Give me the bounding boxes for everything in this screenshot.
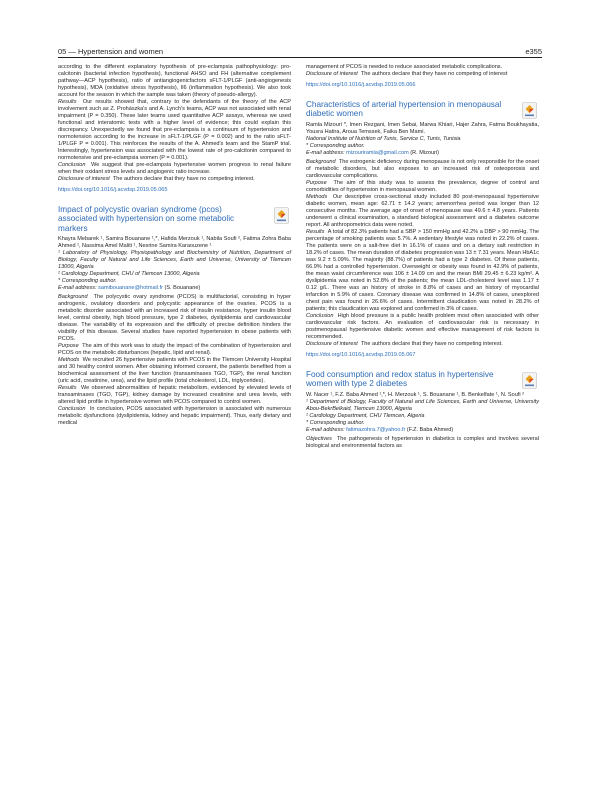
conclusion-text: High blood pressure is a public health problem most often associated with other cardiovascular risk factors. An evaluation of cardiovascular risk is necessary in postmenopausal hypertensive diabetic women and effective management of risk factors is recommended. bbox=[306, 312, 539, 340]
background-label: Background bbox=[58, 294, 88, 301]
background-paragraph bbox=[58, 294, 291, 343]
left-column bbox=[58, 64, 291, 427]
results-paragraph bbox=[58, 99, 291, 162]
doi-link[interactable]: https://doi.org/10.1016/j.acvdsp.2019.05.066 bbox=[306, 82, 416, 88]
continued-paragraph: management of PCOS is needed to reduce associated metabolic complications. bbox=[306, 64, 503, 70]
methods-label: Methods bbox=[306, 193, 328, 200]
conclusion-label: Conclusion bbox=[58, 162, 86, 168]
article-title: Impact of polycystic ovarian syndrome (pcos) associated with hypertension on some metabolic markers bbox=[58, 205, 235, 233]
results-text: We observed abnormalities of hepatic metabolism, evidenced by elevated levels of transaminases (TGO, TGP), kidney damage by increased creatinine and urea levels, with altered lipid profile in hypertensive women with PCOS compared to control women. bbox=[58, 385, 291, 406]
results-paragraph bbox=[58, 385, 291, 406]
disclosure-paragraph bbox=[306, 341, 539, 348]
purpose-text: The aim of this work was to study the impact of the combination of hypertension and PCOS on the metabolic disturbances (hepatic, lipid and renal). bbox=[58, 343, 291, 357]
purpose-paragraph bbox=[306, 180, 539, 194]
email-owner: (R. Mizouri) bbox=[410, 149, 439, 156]
disclosure-text: The authors declare that they have no competing interest. bbox=[112, 176, 255, 182]
objectives-label: Objectives bbox=[306, 435, 332, 442]
disclosure-label: Disclosure of interest bbox=[306, 340, 358, 347]
section-title: 05 — Hypertension and women bbox=[58, 47, 164, 56]
doi-link[interactable]: https://doi.org/10.1016/j.acvdsp.2019.05.067 bbox=[306, 351, 416, 358]
disclosure-label: Disclosure of interest bbox=[58, 176, 110, 182]
purpose-label: Purpose bbox=[306, 179, 327, 186]
header-rule bbox=[58, 57, 542, 58]
results-label: Results bbox=[58, 99, 77, 105]
article-header bbox=[306, 100, 539, 119]
email-owner: (F.Z. Baba Ahmed) bbox=[406, 426, 454, 433]
email-owner: (S. Bouanane) bbox=[164, 285, 201, 292]
article-header bbox=[306, 370, 539, 389]
email-line bbox=[58, 285, 291, 292]
doi-link[interactable]: https://doi.org/10.1016/j.acvdsp.2019.05.065 bbox=[58, 187, 168, 193]
methods-label: Methods bbox=[58, 357, 80, 364]
methods-paragraph bbox=[306, 194, 539, 229]
disclosure-text: The authors declare that they have no competing interest. bbox=[360, 340, 503, 347]
email-label: E-mail address: bbox=[58, 285, 97, 292]
crossmark-icon[interactable] bbox=[274, 207, 289, 224]
affiliation: ² Cardiology Department, CHU Tlemcen, Algeria bbox=[306, 412, 425, 419]
methods-text: Our descriptive cross-sectional study included 80 post-menopausal hypertensive diabetic women, mean age: 62.71 ± 14.2 years; amenorrhea period was longer than 12 consecutive months. The average age of onset of menopause was 49.6 ± 4.8 years. Patients underwent a clinical examination, a standard biological assessment and a diabetes outcome report. All anthropometrics data were noted. bbox=[306, 193, 539, 228]
email-link[interactable]: mizouriramla@gmail.com bbox=[346, 149, 409, 156]
results-label: Results bbox=[306, 228, 325, 235]
corresponding-note: * Corresponding author. bbox=[306, 142, 365, 149]
background-text: The polycystic ovary syndrome (PCOS) is multifactorial, consisting in hyper androgenic, ovulatory disorders and polycystic appearance of the ovaries. PCOS is a metabolic disorder associated with an increased risk of insulin resistance, hyper insulin blood level, central obesity, high blood pressure, type 2 diabetes, dyslipidemia and cardiovascular disease. The variability of its expression and the difficulty of precise definition hinders the visibility of this disease. Several studies have reported hypertension in obese patients with PCOS. bbox=[58, 294, 291, 343]
disclosure-label: Disclosure of interest bbox=[306, 71, 358, 77]
right-column bbox=[306, 64, 539, 450]
crossmark-icon[interactable] bbox=[522, 102, 537, 119]
article-title: Characteristics of arterial hypertension in menopausal diabetic women bbox=[306, 100, 502, 119]
background-text: The estrogenic deficiency during menopause is not only responsible for the onset of metabolic disorders, but also exposes to an increased risk of osteoporosis and cardiovascular complications. bbox=[306, 158, 539, 179]
article-authors: Ramla Mizouri *, Imen Rezgani, Imen Sebai, Marwa Khiari, Hajer Zahra, Fatma Boukhayatia, Yousra Hatira, Aroua Temssek, Faika Ben Mami. bbox=[306, 121, 539, 135]
results-paragraph bbox=[306, 229, 539, 313]
conclusion-label: Conclusion bbox=[306, 312, 334, 319]
corresponding-note: * Corresponding author. bbox=[58, 278, 117, 285]
background-paragraph bbox=[306, 159, 539, 180]
email-label: E-mail address: bbox=[306, 426, 345, 433]
conclusion-text: We suggest that pre-eclampsia hypertensive women progress to renal failure when their oxidant stress levels and angiogenic ratio increase. bbox=[58, 162, 291, 175]
results-text: Our results showed that, contrary to the defendants of the theory of the ACP involvement such as Z. Prohászka's and A. Lynch's teams, ACP was not associated with renal impairment (P = 0.350). These later teams used quantitative ACP assays, whereas we used functional and interatomic tests with a higher level of evidence; this could explain this discrepancy. Unexpectedly we found that pre-eclampsia is a continuum of hypertension and normotension according to the increase in sFLT-1/PLGF (P = 0.002) and to the ratio sFLT-1/PLGF P = 0.001). This reinforces the results of the A. Ahmed's team and the StamP trial. Interestingly, hypertension was associated with the lowest rate of pro-calcitonin compared to normotensive and pre-eclampsia women (P = 0.001). bbox=[58, 99, 291, 161]
email-line bbox=[306, 427, 539, 434]
results-text: A total of 82.3% patients had a SBP > 150 mmHg and 42.2% a DBP > 90 mmHg. The percentage of smoking patients was 5.7%. A sedentary lifestyle was noted in 22.2% of cases. The patients were on a salt-free diet in 16.1% of cases and on a dietary salt restriction in 18.2% of cases. The mean duration of diabetes progression was 13 ± 7.31 years. Mean HbA1c was 9.2 ± 5.09%. The majority (88.7%) of patients had a type 2 diabetes. Of these patients, 66.9% had a controlled hypertension. Overweight or obesity was found in 42.9% of patients, the mean waist circumference was 106 ± 14.09 cm and the mean BMI 29.45 ± 6.23 kg/m². A dyslipidemia was noted in 52.8% of the patients; the mean LDL-cholesterol level was 1.17 ± 0.12 g/L. There was an history of stroke in 8.8% of cases and an history of myocardial infarction in 5.9% of cases. Coronary disease was confirmed in 14.8% of cases, unexplored chest pain was found in 26.6% of cases. Intermittent claudication was noted in 28.2% of patients; this claudication was explored and confirmed in 3% of cases. bbox=[306, 228, 539, 312]
email-link[interactable]: fatimazohra.7@yahoo.fr bbox=[346, 426, 406, 433]
conclusion-label: Conclusion bbox=[58, 406, 86, 413]
purpose-text: The aim of this study was to assess the prevalence, degree of control and comorbidities of hypertension in menopausal women. bbox=[306, 179, 539, 193]
email-link[interactable]: samibouanane@hotmail.fr bbox=[98, 285, 163, 292]
page-number: e355 bbox=[525, 47, 542, 56]
running-header bbox=[58, 42, 542, 56]
crossmark-icon[interactable] bbox=[522, 372, 537, 389]
email-line bbox=[306, 150, 539, 157]
conclusion-paragraph bbox=[58, 406, 291, 427]
conclusion-paragraph bbox=[58, 162, 291, 176]
intro-paragraph: according to the different explanatory hypothesis of pre-eclampsia pathophysiology: pro-calcitonin (bacterial infection hypothesis), functional AHSO and FH (alternative complement pathway—ACP hypothesis), ratio of antiangiogenicfactors sFLT-1/PLGF (anti-angiogenesis hypothesis), MDA (oxidative stress hypothesis), Il6 (inflammation hypothesis). We also took account for the season in which the sample was taken (theory of pseudo-allergy). bbox=[58, 64, 291, 98]
conclusion-text: In conclusion, PCOS associated with hypertension is associated with numerous metabolic dysfunctions (dyslipidemia, kidney and hepatic impairment). Thus, early dietary and medical bbox=[58, 406, 291, 427]
corresponding-note: * Corresponding author. bbox=[306, 419, 365, 426]
conclusion-paragraph bbox=[306, 313, 539, 341]
affiliation: National Institute of Nutrition of Tunis, Service C, Tunis, Tunisia bbox=[306, 135, 461, 142]
results-label: Results bbox=[58, 385, 77, 392]
affiliation: ¹ Department of Biology, Faculty of Natural and Life Sciences, Earth and Universe, University Abou-BekrBelkaid, Tlemcen 13000, Algeria bbox=[306, 398, 539, 412]
disclosure-paragraph bbox=[306, 71, 539, 78]
methods-paragraph bbox=[58, 357, 291, 385]
objectives-paragraph bbox=[306, 436, 539, 450]
article-title: Food consumption and redox status in hypertensive women with type 2 diabetes bbox=[306, 369, 494, 389]
disclosure-text: The authors declare that they have no competing of interest bbox=[360, 71, 508, 77]
affiliation: ¹ Laboratory of Physiology, Physiopathology and Biochemistry of Nutrition, Department of Biology, Faculty of Natural and Life Sciences, Earth and Universe, University of Tlemcen 13000, Algeria bbox=[58, 250, 291, 271]
article-header bbox=[58, 205, 291, 233]
objectives-text: The pathogenesis of hypertension in diabetics is complex and involves several biological and environmental factors as bbox=[306, 435, 539, 449]
purpose-label: Purpose bbox=[58, 343, 79, 350]
methods-text: We recruited 26 hypertensive patients with PCOS in the Tlemcen University Hospital and 30 healthy control women. After obtaining informed consent, the patients benefited from a biochemical assessment of the liver function (transaminases TGO, TGP), the renal function (uric acid, creatinine, urea), and the lipid profile (total cholesterol, LDL, triglycerides). bbox=[58, 357, 291, 385]
purpose-paragraph bbox=[58, 343, 291, 357]
disclosure-paragraph bbox=[58, 176, 291, 183]
article-authors: W. Nacer ¹, F.Z. Baba Ahmed ¹,*, H. Merzouk ¹, S. Bouanane ¹, B. Benkelfate ¹, N. Soufi ² bbox=[306, 391, 524, 398]
affiliation: ² Cardiology Department, CHU of Tlemcen 13000, Algeria bbox=[58, 271, 200, 278]
email-label: E-mail address: bbox=[306, 149, 345, 156]
background-label: Background bbox=[306, 158, 336, 165]
article-authors: Khayra Mebarek ¹, Samira Bouanane ¹,*, Hafida Merzouk ¹, Nabila Soufi ², Fatima Zohra Baba Ahmed ¹, Nassima Amel Maliti ¹, Nesrine Samira Karaouzene ¹ bbox=[58, 236, 291, 250]
